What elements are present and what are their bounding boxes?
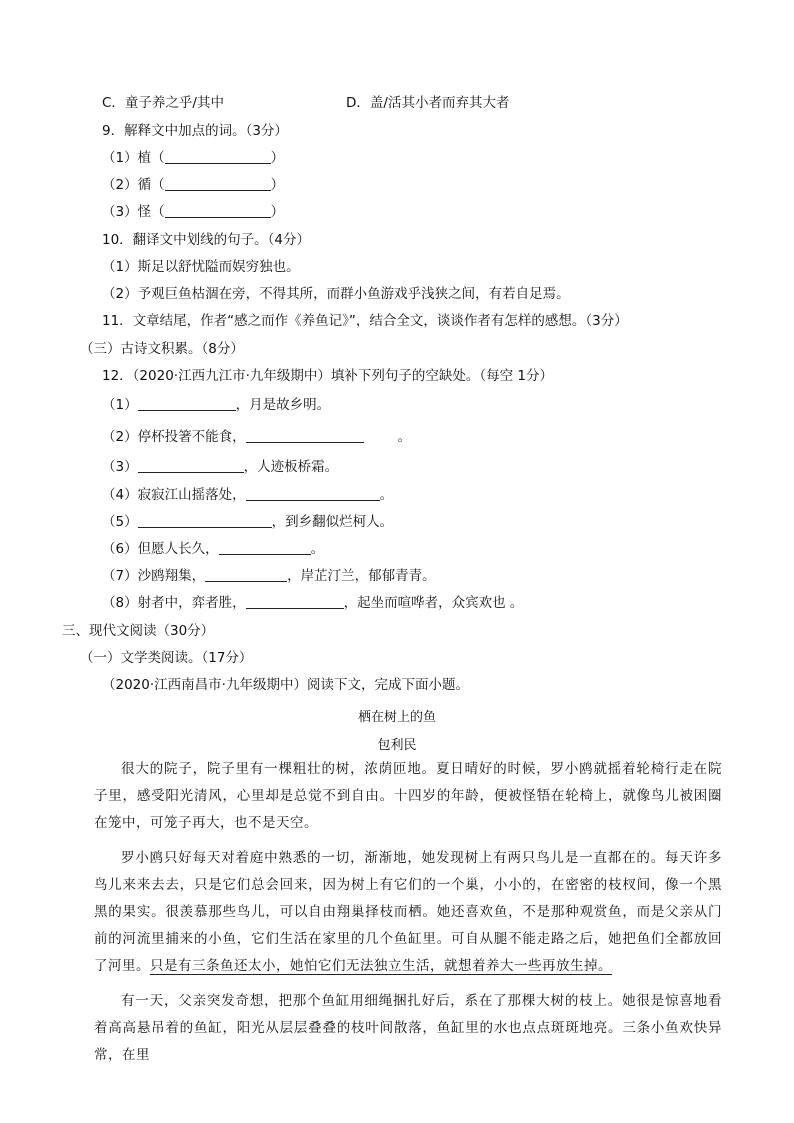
q12-line-5: （5） ，到乡翻似烂柯人。 bbox=[102, 514, 394, 530]
answer-blank[interactable] bbox=[138, 513, 272, 528]
part-heading: 三、现代文阅读（30分） bbox=[62, 623, 215, 639]
q9-item-2: （2）循（ ） bbox=[102, 177, 285, 193]
answer-blank[interactable] bbox=[219, 540, 311, 555]
story-title: 栖在树上的鱼 bbox=[357, 710, 436, 725]
q10-sentence-2: （2）予观巨鱼枯涸在旁，不得其所，而群小鱼游戏乎浅狭之间，有若自足焉。 bbox=[102, 286, 570, 302]
q12-line-6: （6）但愿人长久， 。 bbox=[102, 541, 325, 557]
paragraph: 罗小鸥只好每天对着庭中熟悉的一切，渐渐地，她发现树上有两只鸟儿是一直都在的。每天许多鸟儿来来去去，只是它们总会回来，因为树上有它们的一个巢，小小的，在密密的枝杈间，像一个黑黑的果实。很羡慕那些鸟儿，可以自由翔巢择枝而栖。她还喜欢鱼，不是那种观赏鱼，而是父亲从门前的河流里捕来的小鱼，它们生活在家里的几个鱼缸里。可自从腿不能走路之后，她把鱼们全都放回了河里。只是有三条鱼还太小，她怕它们无法独立生活，就想着养大一些再放生掉。 bbox=[94, 850, 722, 974]
q9-item-3: （3）怪（ ） bbox=[102, 204, 285, 220]
answer-blank[interactable] bbox=[138, 396, 236, 411]
answer-blank[interactable] bbox=[165, 176, 271, 191]
question-12: 12．（2020·江西九江市·九年级期中）填补下列句子的空缺处。（每空 1分） bbox=[102, 368, 553, 384]
answer-blank[interactable] bbox=[138, 458, 244, 473]
paragraph: 很大的院子，院子里有一棵粗壮的树，浓荫匝地。夏日晴好的时候，罗小鸥就摇着轮椅行走在院子里，感受阳光清风，心里却是总觉不到自由。十四岁的年龄，便被怪牾在轮椅上，就像鸟儿被困圈在笼中，可笼子再大，也不是天空。 bbox=[94, 761, 722, 831]
q9-item-1: （1）植（ ） bbox=[102, 150, 285, 166]
q12-line-8: （8）射者中，弈者胜， ，起坐而喧哗者，众宾欢也 。 bbox=[102, 595, 524, 611]
paragraph: 有一天，父亲突发奇想，把那个鱼缸用细绳捆扎好后，系在了那棵大树的枝上。她很是惊喜地看着高高悬吊着的鱼缸，阳光从层层叠叠的枝叶间散落，鱼缸里的水也点点斑斑地亮。三条小鱼欢快异常，在里 bbox=[94, 993, 722, 1063]
story-body bbox=[94, 756, 722, 1077]
underlined-sentence: 只是有三条鱼还太小，她怕它们无法独立生活，就想着养大一些再放生掉。 bbox=[150, 958, 612, 974]
subsection-heading: （一）文学类阅读。（17分） bbox=[80, 650, 253, 666]
q12-line-3: （3） ，人迹板桥霜。 bbox=[102, 459, 339, 475]
story-author: 包利民 bbox=[377, 738, 417, 753]
q12-line-7: （7）沙鸥翔集， ，岸芷汀兰，郁郁青青。 bbox=[102, 568, 436, 584]
q12-line-1: （1） ，月是故乡明。 bbox=[102, 397, 331, 413]
answer-blank[interactable] bbox=[165, 203, 271, 218]
question-10: 10．翻译文中划线的句子。（4分） bbox=[102, 232, 311, 248]
q12-line-4: （4）寂寂江山摇落处， 。 bbox=[102, 487, 394, 503]
section-heading: （三）古诗文积累。（8分） bbox=[80, 341, 244, 357]
option-d: D．盖/活其小者而弃其大者 bbox=[346, 95, 510, 111]
answer-blank[interactable] bbox=[246, 594, 344, 609]
answer-blank[interactable] bbox=[165, 149, 271, 164]
answer-blank[interactable] bbox=[246, 486, 380, 501]
q12-line-2: （2）停杯投箸不能食， 。 bbox=[102, 429, 412, 445]
question-11: 11．文章结尾，作者“感之而作《养鱼记》”，结合全文，谈谈作者有怎样的感想。（3分） bbox=[102, 313, 628, 329]
option-c: C．童子养之乎/其中 bbox=[102, 95, 224, 111]
question-9: 9．解释文中加点的词。（3分） bbox=[102, 123, 288, 139]
q10-sentence-1: （1）斯足以舒忧隘而娱穷独也。 bbox=[102, 259, 300, 275]
reading-intro: （2020·江西南昌市·九年级期中）阅读下文，完成下面小题。 bbox=[102, 677, 469, 693]
answer-blank[interactable] bbox=[205, 567, 287, 582]
answer-blank[interactable] bbox=[246, 428, 364, 443]
